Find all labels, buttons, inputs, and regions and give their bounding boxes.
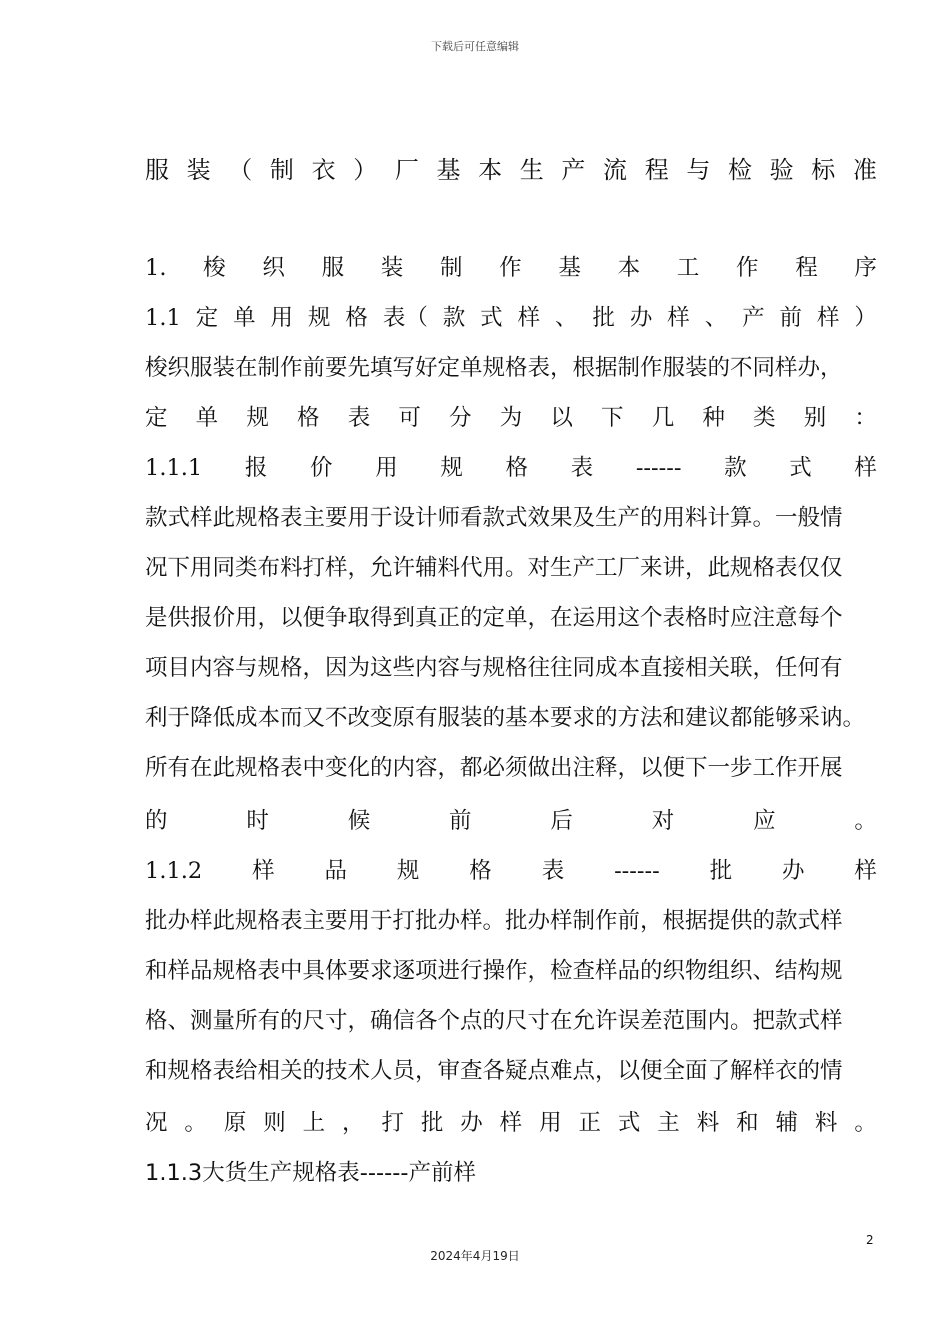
text-segment: 前 [449, 808, 472, 834]
text-line [145, 805, 877, 837]
page-header: 下载后可任意编辑 [431, 40, 519, 53]
page-number: 2 [866, 1233, 874, 1247]
text-segment: 定 [145, 405, 168, 431]
text-segment: 工 [676, 255, 700, 281]
title-char: ） [353, 155, 378, 184]
text-line: 批办样此规格表主要用于打批办样。批办样制作前，根据提供的款式样 [145, 908, 843, 934]
text-segment: 1.1.1 [145, 455, 203, 481]
text-segment: 式 [480, 305, 503, 331]
text-segment: 主 [657, 1110, 680, 1136]
text-segment: 候 [347, 808, 371, 834]
title-char: （ [228, 155, 253, 184]
text-segment: 款 [442, 305, 466, 331]
text-segment: 况 [145, 1110, 168, 1136]
text-segment: 梭 [203, 255, 226, 281]
title-char: 生 [519, 155, 544, 184]
text-segment: 规 [396, 858, 420, 884]
text-segment: 1. [145, 255, 167, 281]
text-segment: 分 [449, 405, 472, 431]
text-segment: 织 [262, 255, 285, 281]
text-line [145, 855, 877, 887]
text-segment: ， [342, 1110, 365, 1136]
text-line [145, 452, 877, 484]
text-line: 况下用同类布料打样，允许辅料代用。对生产工厂来讲，此规格表仅仅 [145, 555, 843, 581]
text-segment: 办 [460, 1110, 483, 1136]
text-segment: 正 [578, 1110, 601, 1136]
text-segment: 以 [550, 405, 573, 431]
text-segment: 原 [223, 1110, 247, 1136]
text-segment: 作 [735, 255, 759, 281]
page-footer-date: 2024年4月19日 [430, 1249, 520, 1263]
text-segment: 表 [570, 455, 594, 481]
text-segment: 、 [704, 305, 728, 331]
text-segment: 时 [246, 808, 269, 834]
title-char: 验 [769, 155, 794, 184]
text-segment: 基 [558, 255, 581, 281]
text-segment: 样 [667, 305, 690, 331]
text-line: 1.1.3大货生产规格表------产前样 [145, 1160, 476, 1186]
text-segment: 对 [651, 808, 675, 834]
text-segment: 则 [263, 1110, 286, 1136]
text-segment: 式 [789, 455, 812, 481]
text-segment: 可 [398, 405, 421, 431]
text-line: 格、测量所有的尺寸，确信各个点的尺寸在允许误差范围内。把款式样 [145, 1008, 843, 1034]
text-segment: 单 [195, 405, 219, 431]
text-segment: 应 [753, 808, 776, 834]
text-segment: 规 [440, 455, 463, 481]
text-line: 款式样此规格表主要用于设计师看款式效果及生产的用料计算。一般情 [145, 505, 843, 531]
text-segment: 序 [854, 255, 877, 281]
title-char: 流 [603, 155, 628, 184]
text-segment: 价 [310, 455, 333, 481]
text-segment: 格 [297, 405, 320, 431]
text-segment: ------ [635, 455, 682, 481]
text-segment: 样 [252, 858, 275, 884]
text-segment: 几 [651, 405, 675, 431]
text-segment: 前 [779, 305, 803, 331]
title-char: 装 [186, 155, 211, 184]
text-segment: 格 [345, 305, 368, 331]
text-line: 是供报价用，以便争取得到真正的定单，在运用这个表格时应注意每个 [145, 605, 843, 631]
text-segment: 款 [724, 455, 747, 481]
text-segment: 定 [195, 305, 219, 331]
text-line: 和规格表给相关的技术人员，审查各疑点难点，以便全面了解样衣的情 [145, 1058, 843, 1084]
text-segment: 别 [803, 405, 827, 431]
text-segment: 种 [702, 405, 725, 431]
text-segment: 产 [742, 305, 765, 331]
text-segment: 1.1 [145, 305, 181, 331]
text-segment: 品 [324, 858, 348, 884]
text-segment: 表 [347, 405, 371, 431]
text-segment: 后 [550, 808, 573, 834]
text-segment: 制 [439, 255, 463, 281]
title-char: 产 [561, 155, 586, 184]
text-line [145, 252, 877, 284]
text-segment: 批 [592, 305, 615, 331]
text-segment: 装 [380, 255, 404, 281]
text-segment: ------ [614, 858, 660, 884]
text-segment: 办 [781, 858, 805, 884]
text-segment: 表 [541, 858, 565, 884]
text-segment: 表（ [382, 305, 428, 331]
text-segment: 规 [246, 405, 269, 431]
text-segment: 单 [233, 305, 256, 331]
text-segment: 用 [270, 305, 294, 331]
text-segment: 程 [795, 255, 818, 281]
text-segment: 样 [816, 305, 840, 331]
text-line: 利于降低成本而又不改变原有服装的基本要求的方法和建议都能够采讷。 [145, 705, 866, 731]
text-segment: 类 [753, 405, 776, 431]
text-segment: 本 [617, 255, 641, 281]
text-line [145, 302, 877, 334]
text-segment: 用 [375, 455, 398, 481]
text-segment: ： [854, 405, 877, 431]
title-char: 制 [269, 155, 294, 184]
title-char: 本 [478, 155, 503, 184]
text-segment: 作 [499, 255, 522, 281]
text-segment: 用 [539, 1110, 562, 1136]
text-segment: 样 [499, 1110, 523, 1136]
text-line: 梭织服装在制作前要先填写好定单规格表，根据制作服装的不同样办， [145, 355, 843, 381]
text-segment: 、 [555, 305, 578, 331]
title-char: 与 [686, 155, 711, 184]
text-line [145, 1107, 877, 1139]
text-segment: 格 [505, 455, 529, 481]
text-segment: 式 [617, 1110, 641, 1136]
title-char: 检 [727, 155, 752, 184]
title-char: 基 [436, 155, 461, 184]
text-line: 所有在此规格表中变化的内容，都必须做出注释，以便下一步工作开展 [145, 755, 843, 781]
text-segment: 规 [307, 305, 331, 331]
title-char: 服 [145, 155, 169, 184]
text-segment: 辅 [775, 1110, 799, 1136]
title-char: 衣 [311, 155, 336, 184]
document-title [145, 150, 877, 184]
text-segment: 样 [854, 858, 877, 884]
text-segment: 批 [709, 858, 733, 884]
title-char: 标 [811, 155, 836, 184]
text-segment: 服 [321, 255, 345, 281]
text-segment: 上 [302, 1110, 326, 1136]
title-char: 程 [644, 155, 669, 184]
text-segment: 报 [244, 455, 268, 481]
text-segment: 打 [381, 1110, 404, 1136]
title-char: 准 [852, 155, 877, 184]
text-segment: 。 [184, 1110, 207, 1136]
text-line: 项目内容与规格，因为这些内容与规格往往同成本直接相关联，任何有 [145, 655, 843, 681]
text-line [145, 402, 877, 434]
text-segment: 。 [854, 808, 877, 834]
text-segment: 格 [469, 858, 492, 884]
text-segment: 样 [854, 455, 877, 481]
text-segment: 为 [499, 405, 523, 431]
text-segment: 料 [696, 1110, 720, 1136]
text-segment: ） [854, 305, 877, 331]
text-segment: 。 [854, 1110, 877, 1136]
text-segment: 料 [814, 1110, 838, 1136]
text-segment: 和 [736, 1110, 759, 1136]
text-segment: 下 [601, 405, 624, 431]
text-segment: 的 [145, 808, 168, 834]
text-line: 和样品规格表中具体要求逐项进行操作，检查样品的织物组织、结构规 [145, 958, 843, 984]
title-char: 厂 [394, 155, 419, 184]
text-segment: 1.1.2 [145, 858, 203, 884]
text-segment: 办 [629, 305, 653, 331]
text-segment: 样 [517, 305, 541, 331]
text-segment: 批 [420, 1110, 444, 1136]
